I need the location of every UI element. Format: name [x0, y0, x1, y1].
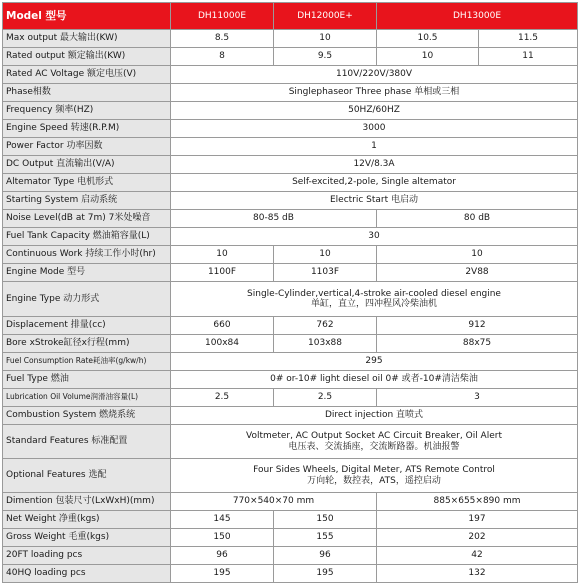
cell-value: 11 [479, 48, 578, 66]
cell-value [171, 425, 578, 459]
cell-value: 42 [377, 547, 578, 565]
row-label: Dimention 包装尺寸(LxWxH)(mm) [3, 493, 171, 511]
cell-value: 11.5 [479, 30, 578, 48]
header-row [3, 3, 578, 30]
row-dimension [3, 493, 578, 511]
cell-value: 2.5 [274, 389, 377, 407]
cell-value: 80-85 dB [171, 210, 377, 228]
model-dh13000e: DH13000E [377, 3, 578, 30]
row-label: DC Output 直流输出(V/A) [3, 156, 171, 174]
row-label: Power Factor 功率因数 [3, 138, 171, 156]
row-label: Engine Type 动力形式 [3, 282, 171, 317]
row-40hq-loading [3, 565, 578, 583]
cell-value: Singlephaseor Three phase 单相或三相 [171, 84, 578, 102]
row-dc-output [3, 156, 578, 174]
cell-value: 912 [377, 317, 578, 335]
cell-value: 9.5 [274, 48, 377, 66]
row-noise [3, 210, 578, 228]
row-engine-speed [3, 120, 578, 138]
row-phase [3, 84, 578, 102]
row-label: Fuel Type 燃油 [3, 371, 171, 389]
cell-value: 10 [377, 48, 479, 66]
row-engine-type [3, 282, 578, 317]
row-fuel-tank [3, 228, 578, 246]
cell-value: 2V88 [377, 264, 578, 282]
row-max-output [3, 30, 578, 48]
standard-features-zh: 电压表、交流插座，交流断路器。机油报警 [288, 441, 460, 452]
cell-value: 660 [171, 317, 274, 335]
cell-value: 132 [377, 565, 578, 583]
row-bore-stroke [3, 335, 578, 353]
cell-value: Direct injection 直喷式 [171, 407, 578, 425]
cell-value: 96 [171, 547, 274, 565]
row-label: Altemator Type 电机形式 [3, 174, 171, 192]
row-standard-features [3, 425, 578, 459]
row-label: Rated AC Voltage 额定电压(V) [3, 66, 171, 84]
row-label: Max output 最大输出(KW) [3, 30, 171, 48]
cell-value: 202 [377, 529, 578, 547]
engine-type-en: Single-Cylinder,vertical,4-stroke air-cooled diesel engine [247, 288, 501, 299]
cell-value [171, 459, 578, 493]
row-label: Fuel Tank Capacity 燃油箱容量(L) [3, 228, 171, 246]
standard-features-en: Voltmeter, AC Output Socket AC Circuit Breaker, Oil Alert [246, 431, 502, 442]
cell-value: 80 dB [377, 210, 578, 228]
model-dh12000e-plus: DH12000E+ [274, 3, 377, 30]
cell-value: Self-excited,2-pole, Single altemator [171, 174, 578, 192]
cell-value: 2.5 [171, 389, 274, 407]
row-displacement [3, 317, 578, 335]
row-label: Phase相数 [3, 84, 171, 102]
row-label: Displacement 排量(cc) [3, 317, 171, 335]
cell-value: 145 [171, 511, 274, 529]
cell-value: Electric Start 电启动 [171, 192, 578, 210]
row-net-weight [3, 511, 578, 529]
row-starting [3, 192, 578, 210]
model-header: Model 型号 [3, 3, 171, 30]
cell-value: 3 [377, 389, 578, 407]
cell-value: 12V/8.3A [171, 156, 578, 174]
row-20ft-loading [3, 547, 578, 565]
cell-value: 150 [171, 529, 274, 547]
cell-value: 8.5 [171, 30, 274, 48]
cell-value [171, 282, 578, 317]
cell-value: 10 [377, 246, 578, 264]
row-fuel-consumption [3, 353, 578, 371]
cell-value: 885×655×890 mm [377, 493, 578, 511]
row-label: Lubrication Oil Volume润滑油容量(L) [3, 389, 171, 407]
cell-value: 10 [274, 30, 377, 48]
row-label: 40HQ loading pcs [3, 565, 171, 583]
row-label: Combustion System 燃烧系统 [3, 407, 171, 425]
cell-value: 100x84 [171, 335, 274, 353]
cell-value: 195 [171, 565, 274, 583]
cell-value: 762 [274, 317, 377, 335]
row-label: Frequency 频率(HZ) [3, 102, 171, 120]
row-rated-voltage [3, 66, 578, 84]
row-label: Rated output 额定输出(KW) [3, 48, 171, 66]
cell-value: 155 [274, 529, 377, 547]
cell-value: 0# or-10# light diesel oil 0# 或者-10#清洁柴油 [171, 371, 578, 389]
row-label: 20FT loading pcs [3, 547, 171, 565]
cell-value: 110V/220V/380V [171, 66, 578, 84]
engine-type-zh: 单缸，直立，四冲程风冷柴油机 [311, 299, 438, 309]
cell-value: 96 [274, 547, 377, 565]
row-combustion [3, 407, 578, 425]
row-alternator [3, 174, 578, 192]
cell-value: 10 [171, 246, 274, 264]
row-engine-mode [3, 264, 578, 282]
row-optional-features [3, 459, 578, 493]
row-label: Standard Features 标准配置 [3, 425, 171, 459]
cell-value: 3000 [171, 120, 578, 138]
row-label: Fuel Consumption Rate耗油率(g/kw/h) [3, 353, 171, 371]
row-label: Noise Level(dB at 7m) 7米处噪音 [3, 210, 171, 228]
row-label: Gross Weight 毛重(kgs) [3, 529, 171, 547]
cell-value: 10.5 [377, 30, 479, 48]
spec-table [2, 2, 578, 583]
row-label: Starting System 启动系统 [3, 192, 171, 210]
row-lube-oil [3, 389, 578, 407]
cell-value: 295 [171, 353, 578, 371]
cell-value: 30 [171, 228, 578, 246]
optional-features-en: Four Sides Wheels, Digital Meter, ATS Remote Control [253, 465, 495, 476]
row-label: Optional Features 选配 [3, 459, 171, 493]
row-label: Continuous Work 持续工作小时(hr) [3, 246, 171, 264]
row-continuous-work [3, 246, 578, 264]
row-label: Engine Mode 型号 [3, 264, 171, 282]
row-label: Engine Speed 转速(R.P.M) [3, 120, 171, 138]
cell-value: 150 [274, 511, 377, 529]
cell-value: 195 [274, 565, 377, 583]
optional-features-zh: 万向轮，数控表，ATS，遥控启动 [307, 475, 441, 486]
cell-value: 8 [171, 48, 274, 66]
row-power-factor [3, 138, 578, 156]
cell-value: 88x75 [377, 335, 578, 353]
cell-value: 197 [377, 511, 578, 529]
row-label: Bore xStroke缸径x行程(mm) [3, 335, 171, 353]
cell-value: 103x88 [274, 335, 377, 353]
cell-value: 770×540×70 mm [171, 493, 377, 511]
cell-value: 1100F [171, 264, 274, 282]
row-frequency [3, 102, 578, 120]
row-rated-output [3, 48, 578, 66]
cell-value: 50HZ/60HZ [171, 102, 578, 120]
cell-value: 1103F [274, 264, 377, 282]
cell-value: 1 [171, 138, 578, 156]
row-fuel-type [3, 371, 578, 389]
row-label: Net Weight 净重(kgs) [3, 511, 171, 529]
model-dh11000e: DH11000E [171, 3, 274, 30]
cell-value: 10 [274, 246, 377, 264]
